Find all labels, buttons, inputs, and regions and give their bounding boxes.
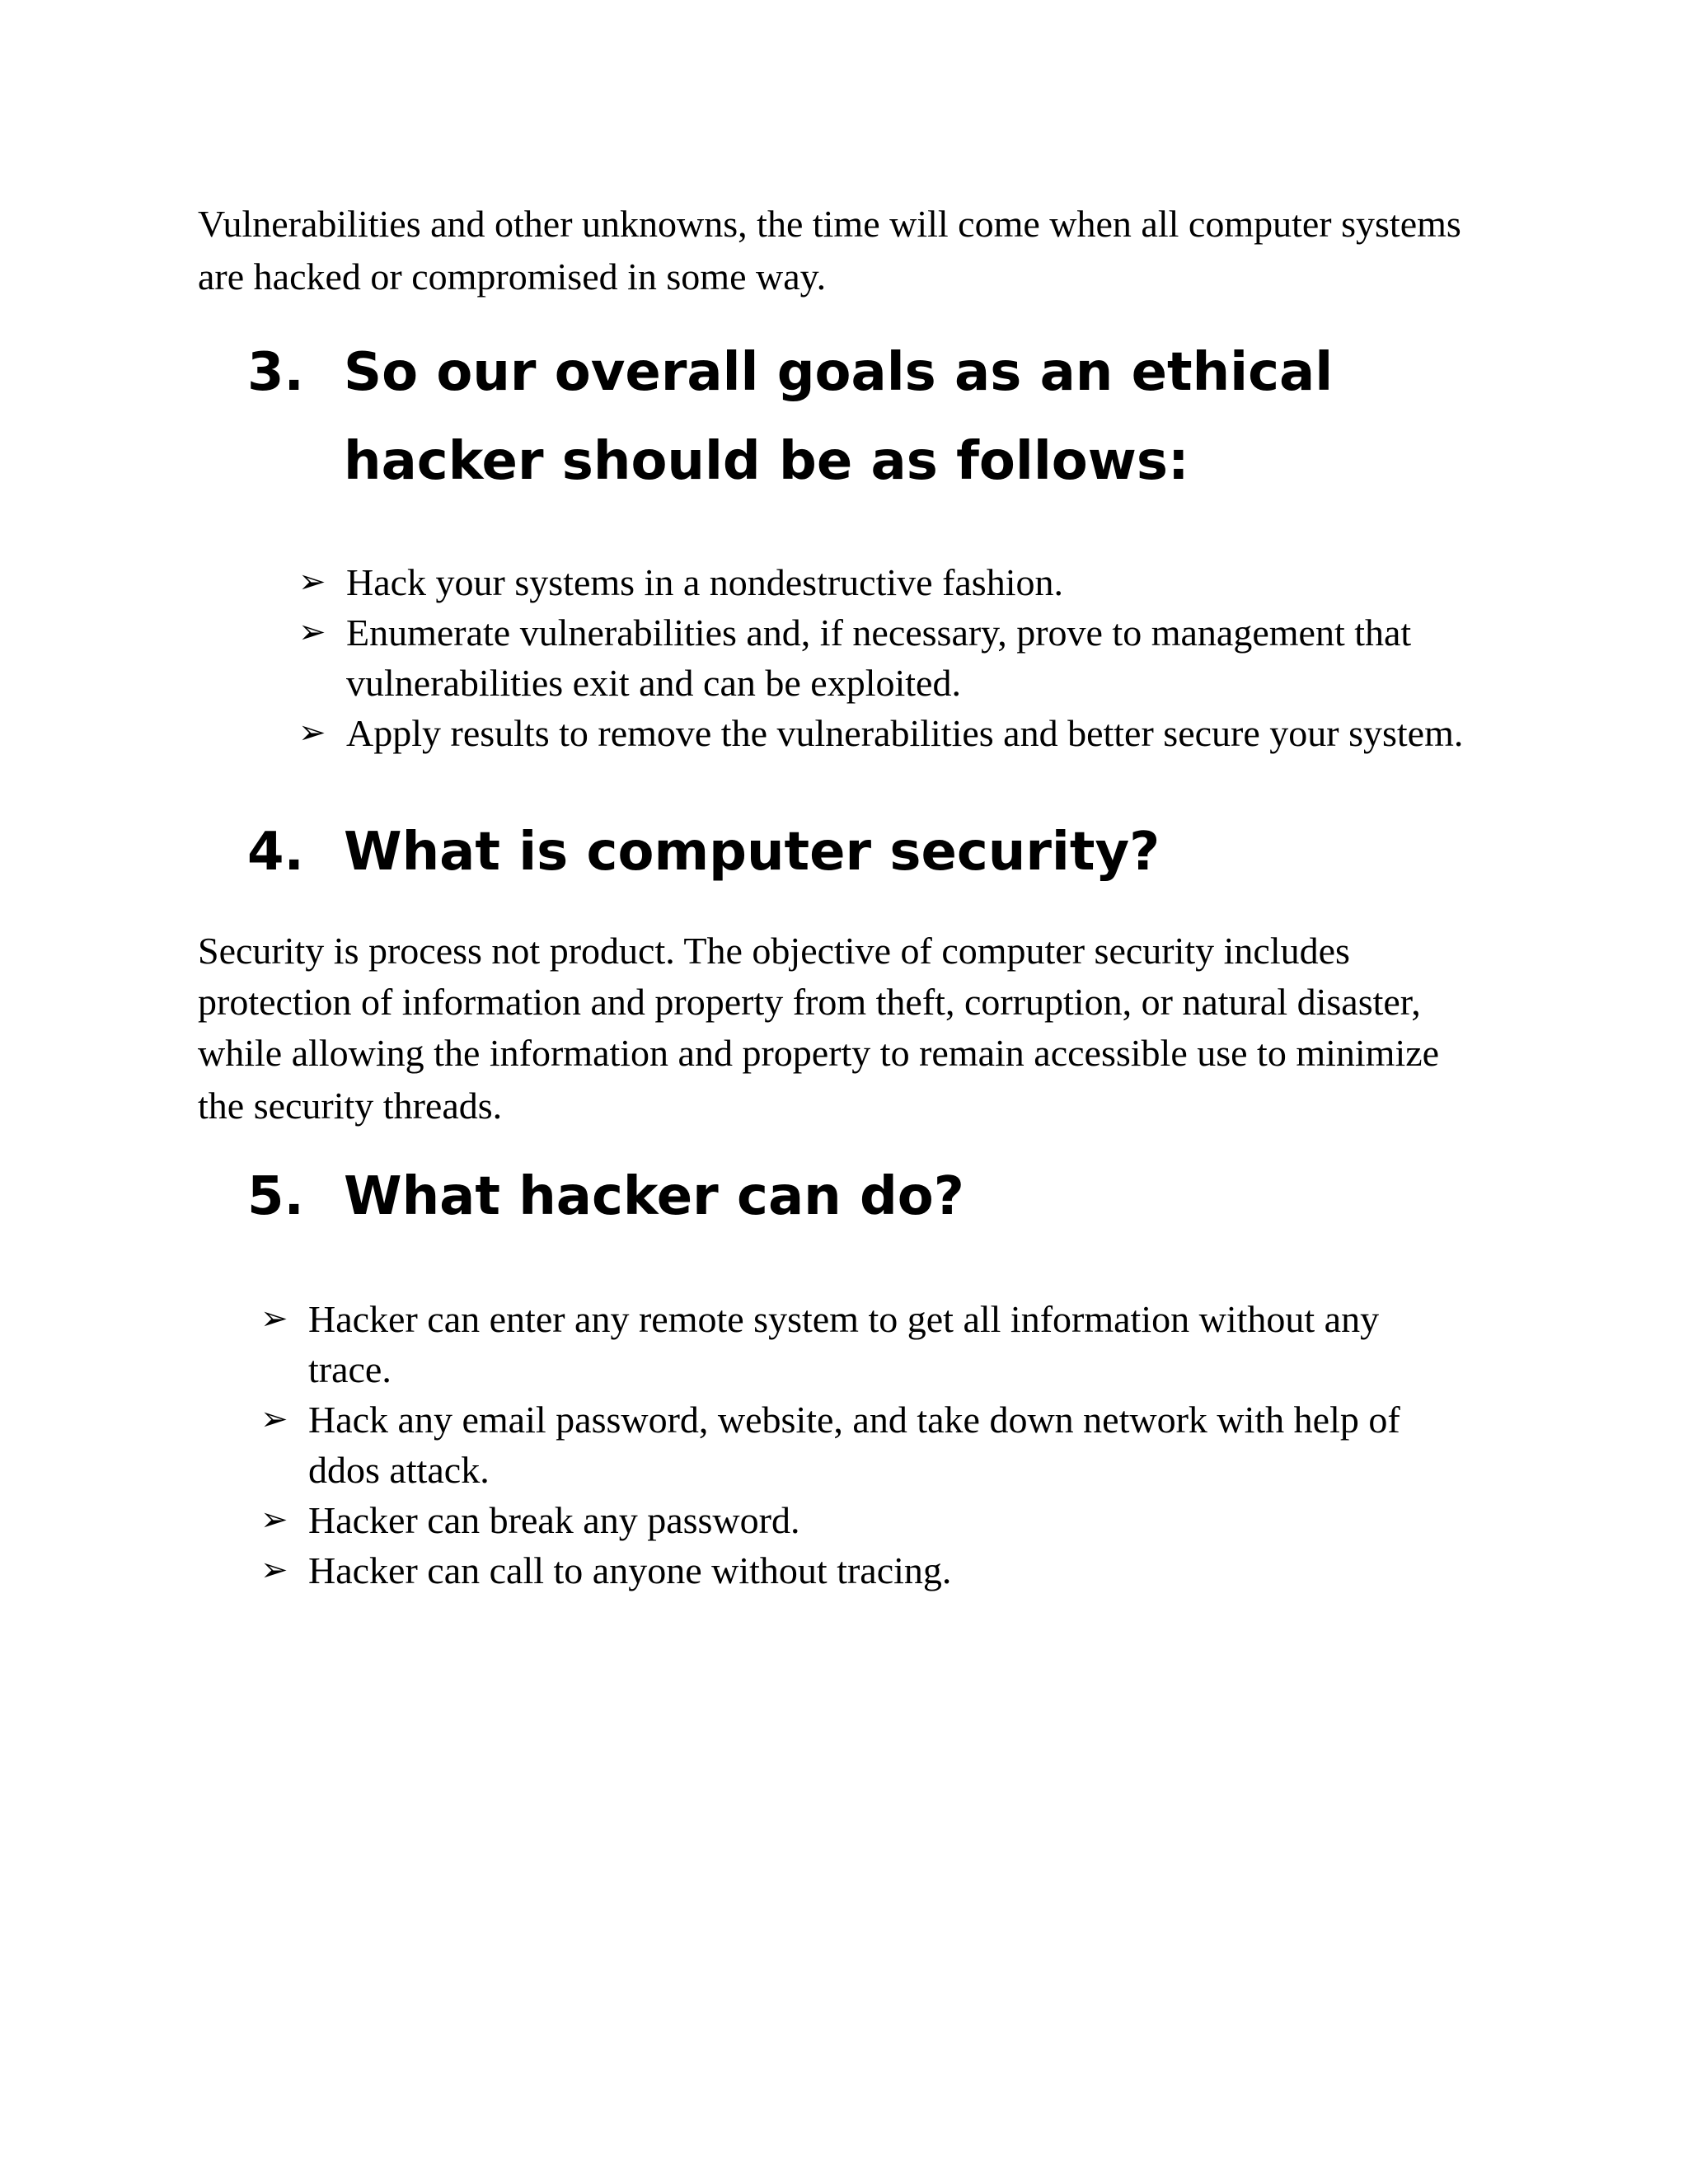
section-4-title: What is computer security? (344, 822, 1160, 883)
section-5-bullet-3 (260, 1495, 1497, 1545)
intro-line-1: Vulnerabilities and other unknowns, the time will come when all computer systems (198, 203, 1461, 245)
arrow-bullet-icon: ➢ (298, 563, 326, 601)
section-4-paragraph-line-1: Security is process not product. The objective of computer security includes (198, 930, 1350, 972)
section-3-number: 3. (247, 342, 304, 403)
arrow-bullet-icon: ➢ (298, 714, 326, 752)
section-3-bullet-2-text-line-1: Enumerate vulnerabilities and, if necessary, prove to management that (346, 612, 1412, 654)
section-5-bullet-2 (260, 1394, 1497, 1495)
section-3-bullet-3 (298, 708, 1535, 758)
section-4-paragraph-line-3: while allowing the information and property to remain accessible use to minimize (198, 1032, 1440, 1074)
section-5-number: 5. (247, 1166, 304, 1227)
section-5-bullet-1 (260, 1294, 1497, 1394)
section-5-bullet-1-text-line-1: Hacker can enter any remote system to get all information without any (308, 1298, 1380, 1340)
section-5-bullet-4 (260, 1545, 1497, 1596)
section-4-heading (247, 808, 1484, 897)
section-5-bullet-4-text: Hacker can call to anyone without tracing. (308, 1549, 952, 1591)
section-5-bullet-1-text-line-2: trace. (308, 1348, 392, 1390)
section-3-bullet-2-text-line-2: vulnerabilities exit and can be exploited. (346, 662, 961, 704)
section-5-heading (247, 1152, 1484, 1241)
section-5-bullet-2-text-line-1: Hack any email password, website, and take down network with help of (308, 1399, 1400, 1441)
section-5-title: What hacker can do? (344, 1166, 964, 1227)
arrow-bullet-icon: ➢ (260, 1300, 288, 1338)
section-4-paragraph-line-4: the security threads. (198, 1085, 503, 1127)
section-5-bullet-3-text: Hacker can break any password. (308, 1499, 800, 1541)
arrow-bullet-icon: ➢ (260, 1400, 288, 1438)
section-3-heading (247, 328, 1484, 506)
section-4-paragraph-line-2: protection of information and property from theft, corruption, or natural disaster, (198, 981, 1421, 1023)
section-3-bullet-2 (298, 607, 1535, 708)
arrow-bullet-icon: ➢ (260, 1551, 288, 1589)
section-3-title-line-2: hacker should be as follows: (344, 431, 1189, 492)
section-3-bullet-1 (298, 557, 1535, 607)
section-5-bullet-list (260, 1294, 1497, 1596)
section-3-bullet-3-text: Apply results to remove the vulnerabilities and better secure your system. (346, 712, 1464, 754)
section-3-title-line-1: So our overall goals as an ethical (344, 342, 1334, 403)
arrow-bullet-icon: ➢ (298, 613, 326, 651)
intro-line-2: are hacked or compromised in some way. (198, 255, 827, 298)
section-3-bullet-list (298, 557, 1535, 758)
arrow-bullet-icon: ➢ (260, 1501, 288, 1539)
section-5-bullet-2-text-line-2: ddos attack. (308, 1449, 490, 1491)
section-4-number: 4. (247, 822, 304, 883)
section-3-bullet-1-text: Hack your systems in a nondestructive fashion. (346, 561, 1063, 603)
